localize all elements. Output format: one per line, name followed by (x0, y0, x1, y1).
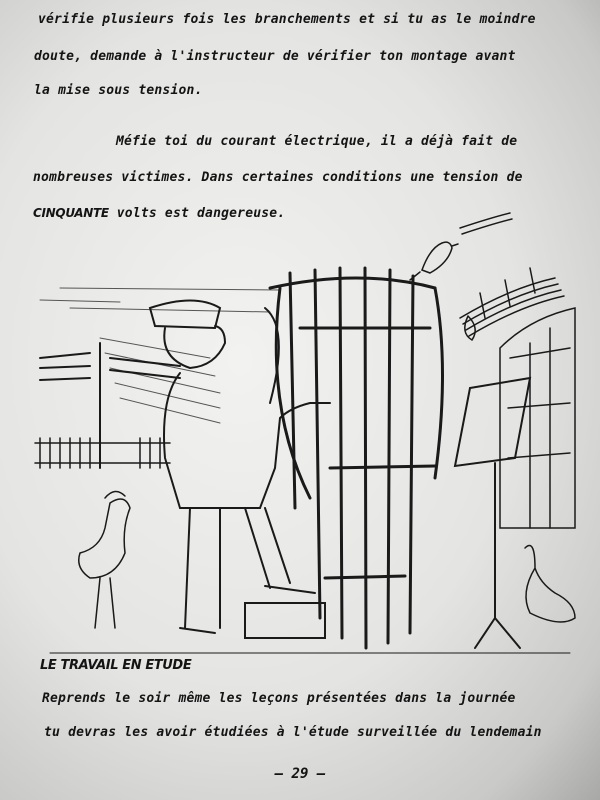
paragraph2-line3-rest: volts est dangereuse. (108, 206, 286, 221)
music-staff (460, 213, 564, 340)
boy-figure (150, 301, 330, 639)
section-line2: tu devras les avoir étudiées à l'étude surveillée du lendemain (44, 725, 542, 740)
rooster (79, 491, 130, 628)
emphasis-cinquante: CINQUANTE (33, 206, 109, 220)
paragraph1-line2: doute, demande à l'instructeur de vérifier ton montage avant (34, 49, 516, 64)
music-stand (455, 378, 530, 648)
paragraph2-line1: Méfie toi du courant électrique, il a déjà fait de (116, 134, 518, 149)
bird (410, 242, 458, 280)
duck (525, 546, 575, 623)
page-number: — 29 — (274, 766, 326, 782)
paragraph1-line1: vérifie plusieurs fois les branchements et si tu as le moindre (38, 12, 536, 27)
cartoon-illustration (30, 208, 590, 660)
building-right (500, 308, 575, 528)
landscape-hatching (40, 288, 280, 423)
section-line1: Reprends le soir même les leçons présentées dans la journée (42, 691, 516, 706)
fence (35, 438, 170, 468)
paragraph2-line2: nombreuses victimes. Dans certaines conditions une tension de (33, 170, 523, 185)
section-heading: LE TRAVAIL EN ETUDE (40, 658, 192, 673)
paragraph1-line3: la mise sous tension. (34, 83, 203, 98)
electric-pole (40, 343, 180, 468)
